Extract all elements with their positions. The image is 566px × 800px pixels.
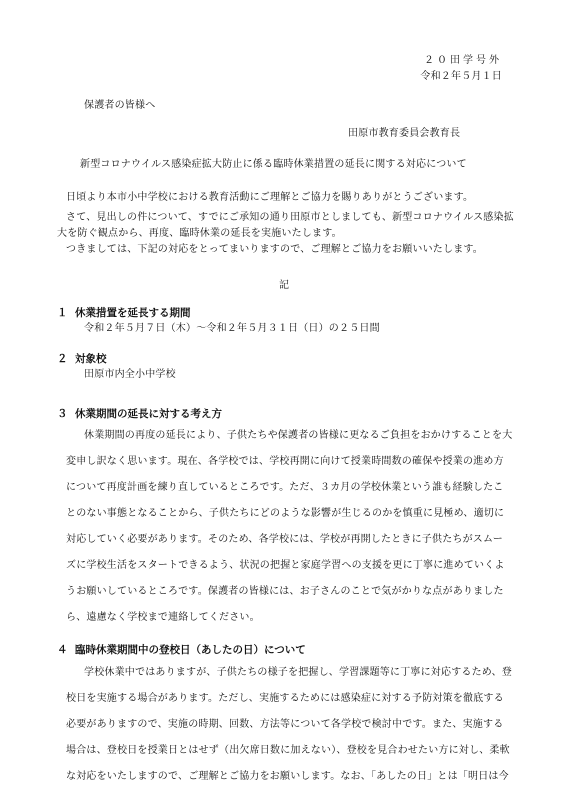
recipient: 保護者の皆様へ [84, 100, 156, 111]
section-number: ３ [57, 408, 68, 420]
section-heading: 臨時休業期間中の登校日（あしたの日）について [75, 644, 306, 656]
section-number: ４ [57, 644, 68, 656]
section-text: 必要がありますので、実施の時期、回数、方法等について各学校で検討中です。また、実施する [66, 719, 504, 730]
section-text: 休業期間の再度の延長により、子供たちや保護者の皆様に更なるご負担をおかけすることを大 [84, 430, 513, 441]
section-text: 場合は、登校日を授業日とはせず（出欠席日数に加えない）、登校を見合わせたい方に対し、柔軟 [66, 745, 510, 756]
section-text: ズに学校生活をスタートできるよう、状況の把握と家庭学習への支援を更に丁寧に進めていくよ [66, 560, 505, 571]
section-text: 学校休業中ではありますが、子供たちの様子を把握し、学習課題等に丁寧に対応するため、登 [84, 667, 512, 678]
section-text: 令和２年５月７日（木）～令和２年５月３１日（日）の２５日間 [84, 323, 380, 334]
intro-line: さて、見出しの件について、すでにご承知の通り田原市としましても、新型コロナウイルス感染拡 [66, 212, 514, 223]
ki-mark: 記 [279, 280, 290, 291]
section-text: うお願いしているところです。保護者の皆様には、お子さんのことで気がかりな点がありました [66, 586, 504, 597]
section-number: １ [57, 307, 68, 319]
section-text: 対応していく必要があります。そのため、各学校には、学校が再開したときに子供たちがスムー [66, 534, 503, 545]
section-heading: 対象校 [75, 353, 107, 365]
intro-line: 日頃より本市小中学校における教育活動にご理解とご協力を賜りありがとうございます。 [66, 192, 474, 203]
doc-number: ２０田学号外 [424, 55, 502, 66]
section-text: な対応をいたしますので、ご理解とご協力をお願いします。なお、「あしたの日」とは「明日は今 [66, 771, 509, 782]
section-text: ら、遠慮なく学校まで連絡してください。 [66, 612, 260, 623]
sender: 田原市教育委員会教育長 [348, 128, 461, 139]
intro-line: つきましては、下記の対応をとってまいりますので、ご理解とご協力をお願いいたします。 [66, 244, 483, 255]
doc-date: 令和２年５月１日 [420, 71, 502, 82]
section-heading: 休業期間の延長に対する考え方 [75, 408, 222, 420]
document-title: 新型コロナウイルス感染症拡大防止に係る臨時休業措置の延長に関する対応について [80, 159, 467, 170]
section-text: とのない事態となることから、子供たちにどのような影響が生じるのかを慎重に見極め、適切に [66, 508, 505, 519]
intro-line: 大を防ぐ観点から、再度、臨時休業の延長を実施いたします。 [57, 228, 342, 239]
section-heading: 休業措置を延長する期間 [75, 307, 191, 319]
section-text: について再度計画を練り直しているところです。ただ、３カ月の学校休業という誰も経験したこ [66, 482, 504, 493]
section-text: 校日を実施する場合があります。ただし、実施するためには感染症に対する予防対策を徹底する [66, 693, 504, 704]
section-text: 変申し訳なく思います。現在、各学校では、学校再開に向けて授業時間数の確保や授業の進め方 [66, 456, 504, 467]
section-number: ２ [57, 353, 68, 365]
section-text: 田原市内全小中学校 [84, 369, 176, 380]
